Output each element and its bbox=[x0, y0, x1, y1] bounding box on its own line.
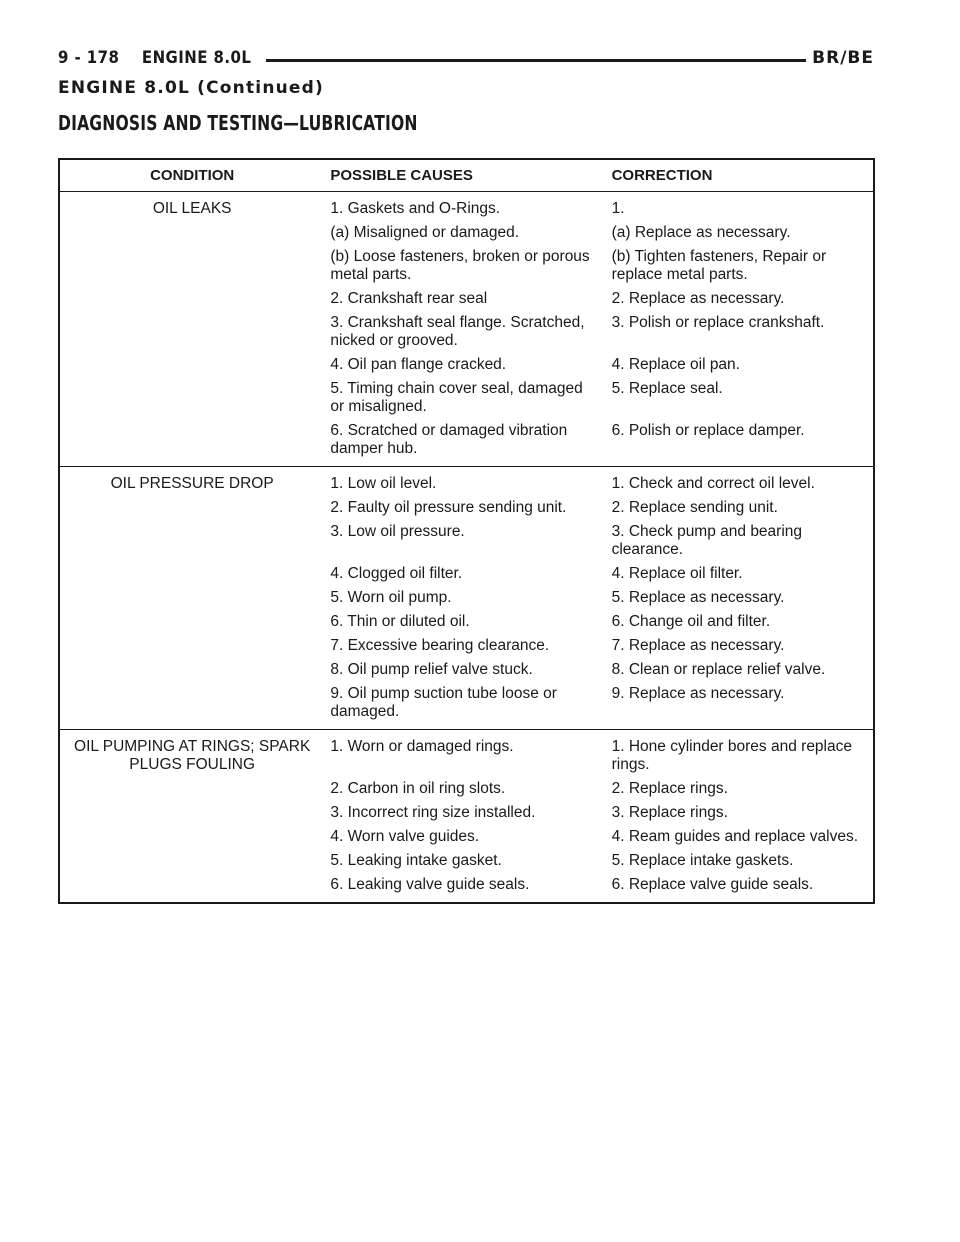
correction-cell: 6. Change oil and filter. bbox=[611, 613, 771, 630]
cause-cell: 3. Incorrect ring size installed. bbox=[330, 804, 536, 821]
condition-cell bbox=[59, 873, 324, 903]
table-row bbox=[59, 658, 874, 682]
cause-cell: 4. Worn valve guides. bbox=[330, 828, 480, 845]
condition-cell: OIL LEAKS bbox=[152, 200, 232, 217]
condition-cell bbox=[59, 287, 324, 311]
correction-cell: 2. Replace as necessary. bbox=[611, 290, 785, 307]
condition-cell bbox=[59, 610, 324, 634]
correction-cell: 7. Replace as necessary. bbox=[611, 637, 785, 654]
cause-cell: 6. Scratched or damaged vibration damper hub. bbox=[324, 419, 605, 467]
correction-cell: 3. Polish or replace crankshaft. bbox=[611, 314, 825, 331]
condition-cell bbox=[59, 586, 324, 610]
table-row bbox=[59, 849, 874, 873]
cause-cell: 5. Leaking intake gasket. bbox=[330, 852, 502, 869]
correction-cell: 5. Replace intake gaskets. bbox=[611, 852, 794, 869]
continued-heading: ENGINE 8.0L (Continued) bbox=[58, 78, 324, 98]
correction-cell: 4. Ream guides and replace valves. bbox=[611, 828, 859, 845]
table-row bbox=[59, 634, 874, 658]
column-header-causes: POSSIBLE CAUSES bbox=[324, 159, 605, 192]
table-row bbox=[59, 353, 874, 377]
cause-cell: 3. Crankshaft seal flange. Scratched, nicked or grooved. bbox=[330, 314, 585, 349]
condition-cell bbox=[59, 825, 324, 849]
table-row bbox=[59, 801, 874, 825]
page-header bbox=[58, 44, 874, 72]
cause-cell: 6. Leaking valve guide seals. bbox=[330, 876, 530, 893]
correction-cell: 8. Clean or replace relief valve. bbox=[611, 661, 826, 678]
condition-cell bbox=[59, 496, 324, 520]
correction-cell: 2. Replace rings. bbox=[611, 780, 728, 797]
correction-cell: (a) Replace as necessary. bbox=[611, 224, 791, 241]
condition-cell bbox=[59, 634, 324, 658]
cause-cell: 4. Clogged oil filter. bbox=[330, 565, 463, 582]
table-row bbox=[59, 245, 874, 287]
cause-cell: 8. Oil pump relief valve stuck. bbox=[330, 661, 533, 678]
condition-cell bbox=[59, 353, 324, 377]
correction-cell: 3. Replace rings. bbox=[611, 804, 728, 821]
cause-cell: (b) Loose fasteners, broken or porous metal parts. bbox=[330, 248, 590, 283]
section-title: DIAGNOSIS AND TESTING—LUBRICATION bbox=[58, 111, 418, 135]
cause-cell: 2. Crankshaft rear seal bbox=[330, 290, 488, 307]
page-number-and-chapter: 9 - 178 ENGINE 8.0L bbox=[58, 48, 258, 68]
condition-cell bbox=[59, 562, 324, 586]
cause-cell: 2. Faulty oil pressure sending unit. bbox=[330, 499, 567, 516]
table-row bbox=[59, 610, 874, 634]
column-header-condition: CONDITION bbox=[59, 159, 324, 192]
correction-cell: (b) Tighten fasteners, Repair or replace metal parts. bbox=[611, 248, 827, 283]
correction-cell: 3. Check pump and bearing clearance. bbox=[611, 523, 803, 558]
cause-cell: 1. Worn or damaged rings. bbox=[330, 738, 514, 755]
condition-cell bbox=[59, 682, 324, 730]
cause-cell: 2. Carbon in oil ring slots. bbox=[330, 780, 506, 797]
condition-cell: OIL PUMPING AT RINGS; SPARK PLUGS FOULING bbox=[74, 738, 311, 773]
condition-cell: OIL PRESSURE DROP bbox=[110, 475, 274, 492]
table-row bbox=[59, 777, 874, 801]
cause-cell: 1. Gaskets and O-Rings. bbox=[330, 200, 501, 217]
header-rule bbox=[266, 59, 806, 62]
model-code: BR/BE bbox=[812, 48, 874, 68]
table-row bbox=[59, 562, 874, 586]
cause-cell: (a) Misaligned or damaged. bbox=[330, 224, 520, 241]
condition-cell bbox=[59, 849, 324, 873]
column-header-correction: CORRECTION bbox=[606, 159, 874, 192]
condition-cell bbox=[59, 245, 324, 287]
cause-cell: 7. Excessive bearing clearance. bbox=[330, 637, 550, 654]
correction-cell: 1. Hone cylinder bores and replace rings. bbox=[611, 738, 852, 773]
condition-cell bbox=[59, 520, 324, 562]
table-row bbox=[59, 192, 874, 222]
table-row bbox=[59, 825, 874, 849]
cause-cell: 9. Oil pump suction tube loose or damaged. bbox=[324, 682, 605, 730]
cause-cell: 6. Thin or diluted oil. bbox=[330, 613, 470, 630]
correction-cell: 1. Check and correct oil level. bbox=[611, 475, 815, 492]
cause-cell: 3. Low oil pressure. bbox=[330, 523, 465, 540]
table-row bbox=[59, 467, 874, 497]
table-row bbox=[59, 730, 874, 778]
correction-cell: 1. bbox=[611, 200, 625, 217]
table-row bbox=[59, 419, 874, 467]
correction-cell: 2. Replace sending unit. bbox=[611, 499, 778, 516]
condition-cell bbox=[59, 777, 324, 801]
table-row bbox=[59, 682, 874, 730]
table-row bbox=[59, 311, 874, 353]
correction-cell: 4. Replace oil pan. bbox=[611, 356, 740, 373]
condition-cell bbox=[59, 419, 324, 467]
condition-cell bbox=[59, 221, 324, 245]
cause-cell: 5. Timing chain cover seal, damaged or misaligned. bbox=[330, 380, 583, 415]
table-row bbox=[59, 496, 874, 520]
table-row bbox=[59, 873, 874, 903]
cause-cell: 1. Low oil level. bbox=[330, 475, 437, 492]
condition-cell bbox=[59, 801, 324, 825]
cause-cell: 5. Worn oil pump. bbox=[330, 589, 452, 606]
condition-cell bbox=[59, 658, 324, 682]
correction-cell: 5. Replace seal. bbox=[611, 380, 723, 397]
table-row bbox=[59, 586, 874, 610]
table-body bbox=[59, 192, 874, 904]
correction-cell: 5. Replace as necessary. bbox=[611, 589, 785, 606]
cause-cell: 4. Oil pan flange cracked. bbox=[330, 356, 507, 373]
diagnosis-table bbox=[58, 158, 875, 904]
correction-cell: 6. Replace valve guide seals. bbox=[611, 876, 814, 893]
correction-cell: 4. Replace oil filter. bbox=[611, 565, 743, 582]
table-row bbox=[59, 377, 874, 419]
table-header-row bbox=[59, 159, 874, 192]
correction-cell: 9. Replace as necessary. bbox=[606, 682, 874, 730]
table-row bbox=[59, 221, 874, 245]
table-row bbox=[59, 287, 874, 311]
condition-cell bbox=[59, 311, 324, 353]
correction-cell: 6. Polish or replace damper. bbox=[606, 419, 874, 467]
condition-cell bbox=[59, 377, 324, 419]
table-row bbox=[59, 520, 874, 562]
